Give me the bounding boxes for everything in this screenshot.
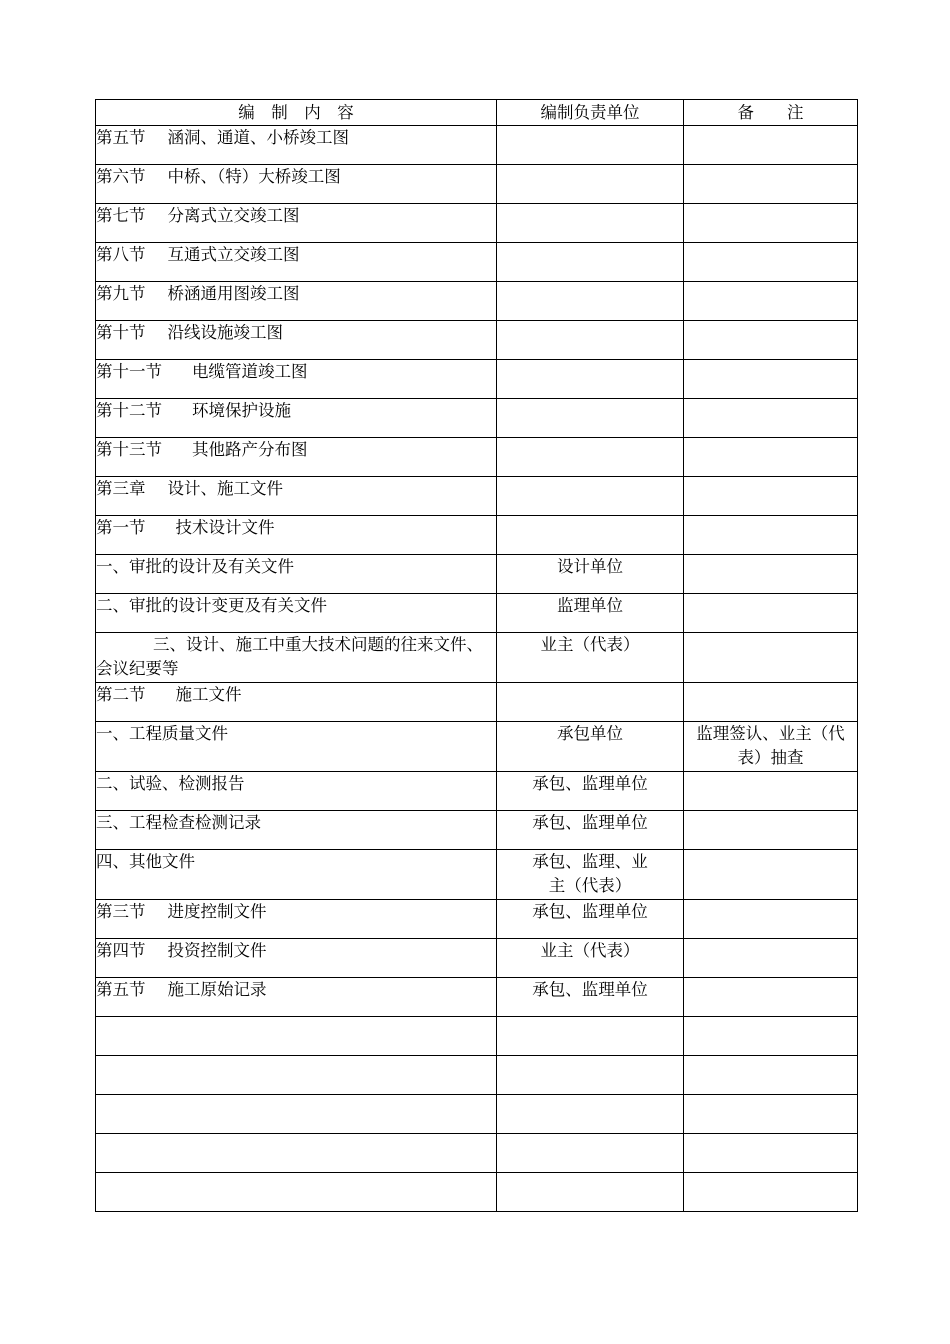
row-unit: 承包、监理、业主（代表）	[497, 850, 684, 900]
row-note	[684, 126, 858, 165]
row-note	[684, 516, 858, 555]
table-row	[96, 555, 858, 594]
row-name: 技术设计文件	[175, 518, 275, 537]
row-note	[684, 633, 858, 683]
table-row	[96, 321, 858, 360]
row-note	[684, 399, 858, 438]
row-note	[684, 850, 858, 900]
row-unit: 承包、监理单位	[497, 978, 684, 1017]
empty-row	[96, 1095, 858, 1134]
row-title: 第五节	[96, 128, 146, 147]
row-unit	[497, 516, 684, 555]
row-title: 第七节	[96, 206, 146, 225]
table-row	[96, 399, 858, 438]
row-unit	[497, 438, 684, 477]
row-unit	[497, 399, 684, 438]
header-responsible-unit: 编制负责单位	[497, 100, 684, 126]
row-unit: 承包、监理单位	[497, 811, 684, 850]
row-note	[684, 360, 858, 399]
row-note	[684, 243, 858, 282]
row-title: 第十二节	[96, 401, 162, 420]
row-note	[684, 811, 858, 850]
row-name: 电缆管道竣工图	[192, 362, 308, 381]
empty-row	[96, 1017, 858, 1056]
chapter-row	[96, 477, 858, 516]
row-note	[684, 204, 858, 243]
table-header-row	[96, 100, 858, 126]
row-title: 第一节	[96, 518, 146, 537]
row-note	[684, 594, 858, 633]
row-name: 环境保护设施	[192, 401, 291, 420]
empty-row	[96, 1173, 858, 1212]
table-row	[96, 594, 858, 633]
row-unit: 业主（代表）	[497, 633, 684, 683]
row-note	[684, 438, 858, 477]
row-title: 第十一节	[96, 362, 162, 381]
row-unit	[497, 321, 684, 360]
table-row	[96, 243, 858, 282]
table-row	[96, 438, 858, 477]
table-row	[96, 126, 858, 165]
table-row	[96, 165, 858, 204]
row-title: 第四节	[96, 941, 146, 960]
row-name: 二、审批的设计变更及有关文件	[96, 594, 497, 633]
row-title: 第三节	[96, 902, 146, 921]
header-content: 编 制 内 容	[96, 100, 497, 126]
row-name: 中桥、（特）大桥竣工图	[167, 167, 341, 186]
row-name: 三、工程检查检测记录	[96, 811, 497, 850]
row-name: 分离式立交竣工图	[167, 206, 300, 225]
row-name: 一、审批的设计及有关文件	[96, 555, 497, 594]
row-unit: 设计单位	[497, 555, 684, 594]
row-unit: 承包、监理单位	[497, 900, 684, 939]
row-title: 第九节	[96, 284, 146, 303]
row-unit: 业主（代表）	[497, 939, 684, 978]
row-note	[684, 555, 858, 594]
row-note	[684, 165, 858, 204]
row-unit: 承包单位	[497, 722, 684, 772]
row-name: 沿线设施竣工图	[167, 323, 283, 342]
row-note: 监理签认、业主（代表）抽查	[684, 722, 858, 772]
row-name: 三、设计、施工中重大技术问题的往来文件、会议纪要等	[96, 633, 497, 683]
empty-row	[96, 1056, 858, 1095]
row-unit	[497, 243, 684, 282]
row-name: 一、工程质量文件	[96, 722, 497, 772]
row-note	[684, 477, 858, 516]
compilation-table	[95, 99, 858, 1212]
row-title: 第十节	[96, 323, 146, 342]
empty-row	[96, 1134, 858, 1173]
table-row	[96, 811, 858, 850]
table-row	[96, 978, 858, 1017]
row-name: 投资控制文件	[167, 941, 267, 960]
row-name: 施工文件	[175, 685, 242, 704]
table-row	[96, 516, 858, 555]
table-row	[96, 850, 858, 900]
row-name: 互通式立交竣工图	[167, 245, 300, 264]
row-name: 桥涵通用图竣工图	[167, 284, 300, 303]
row-name: 二、试验、检测报告	[96, 772, 497, 811]
chapter-title: 第三章	[96, 479, 146, 498]
table-row	[96, 939, 858, 978]
row-title: 第五节	[96, 980, 146, 999]
row-unit	[497, 477, 684, 516]
row-title: 第六节	[96, 167, 146, 186]
row-unit	[497, 282, 684, 321]
table-row	[96, 772, 858, 811]
row-unit	[497, 683, 684, 722]
row-note	[684, 683, 858, 722]
table-row	[96, 722, 858, 772]
row-name: 进度控制文件	[167, 902, 267, 921]
chapter-name: 设计、施工文件	[167, 479, 283, 498]
table-row	[96, 282, 858, 321]
row-name: 涵洞、通道、小桥竣工图	[167, 128, 349, 147]
row-unit	[497, 204, 684, 243]
row-unit	[497, 360, 684, 399]
row-note	[684, 939, 858, 978]
row-name: 四、其他文件	[96, 850, 497, 900]
row-title: 第二节	[96, 685, 146, 704]
table-row	[96, 900, 858, 939]
table-row	[96, 633, 858, 683]
row-note	[684, 900, 858, 939]
row-name: 其他路产分布图	[192, 440, 308, 459]
table-row	[96, 360, 858, 399]
row-title: 第十三节	[96, 440, 162, 459]
table-row	[96, 204, 858, 243]
row-unit	[497, 126, 684, 165]
row-name: 施工原始记录	[167, 980, 267, 999]
row-unit: 承包、监理单位	[497, 772, 684, 811]
row-title: 第八节	[96, 245, 146, 264]
header-remarks: 备 注	[684, 100, 858, 126]
row-unit: 监理单位	[497, 594, 684, 633]
row-note	[684, 321, 858, 360]
table-row	[96, 683, 858, 722]
row-unit	[497, 165, 684, 204]
row-note	[684, 282, 858, 321]
row-note	[684, 772, 858, 811]
row-note	[684, 978, 858, 1017]
